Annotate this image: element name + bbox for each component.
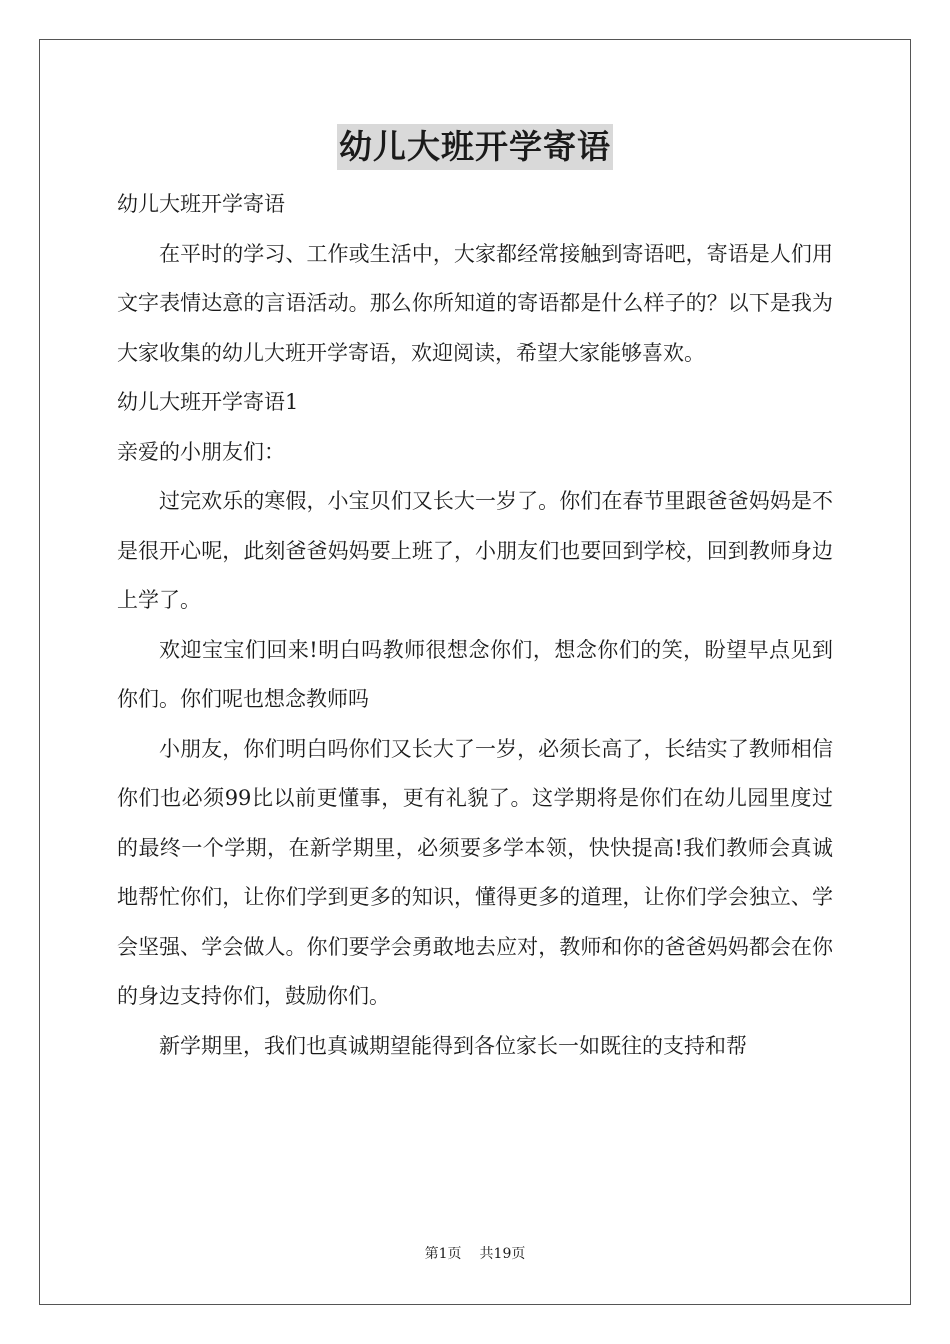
- paragraph-body: 新学期里，我们也真诚期望能得到各位家长一如既往的支持和帮: [159, 1033, 747, 1058]
- title-container: [0, 124, 950, 170]
- paragraph-body: 小朋友，你们明白吗你们又长大了一岁，必须长高了，长结实了教师相信你们也必须99比以前更懂事，更有礼貌了。这学期将是你们在幼儿园里度过的最终一个学期，在新学期里，必须要多学本领，快快提高!我们教师会真诚地帮忙你们，让你们学到更多的知识，懂得更多的道理，让你们学会独立、学会坚强、学会做人。你们要学会勇敢地去应对，教师和你的爸爸妈妈都会在你的身边支持你们，鼓励你们。: [117, 736, 833, 1008]
- page-total: 共19页: [479, 1246, 526, 1262]
- paragraph-subtitle: 幼儿大班开学寄语: [117, 192, 285, 216]
- page-footer: [0, 1244, 950, 1264]
- paragraph-intro: 在平时的学习、工作或生活中，大家都经常接触到寄语吧，寄语是人们用文字表情达意的言语活动。那么你所知道的寄语都是什么样子的？以下是我为大家收集的幼儿大班开学寄语，欢迎阅读，希望大家能够喜欢。: [117, 241, 833, 365]
- page-number: 第1页: [424, 1246, 462, 1262]
- paragraph-section-heading: 幼儿大班开学寄语1: [117, 390, 299, 414]
- document-title: 幼儿大班开学寄语: [337, 124, 613, 170]
- paragraph-body: 过完欢乐的寒假，小宝贝们又长大一岁了。你们在春节里跟爸爸妈妈是不是很开心呢，此刻爸爸妈妈要上班了，小朋友们也要回到学校，回到教师身边上学了。: [117, 489, 833, 612]
- paragraph-salutation: 亲爱的小朋友们：: [117, 439, 285, 464]
- paragraph-body: 欢迎宝宝们回来!明白吗教师很想念你们，想念你们的笑，盼望早点见到你们。你们呢也想念教师吗: [117, 637, 833, 711]
- document-body: [117, 180, 833, 1071]
